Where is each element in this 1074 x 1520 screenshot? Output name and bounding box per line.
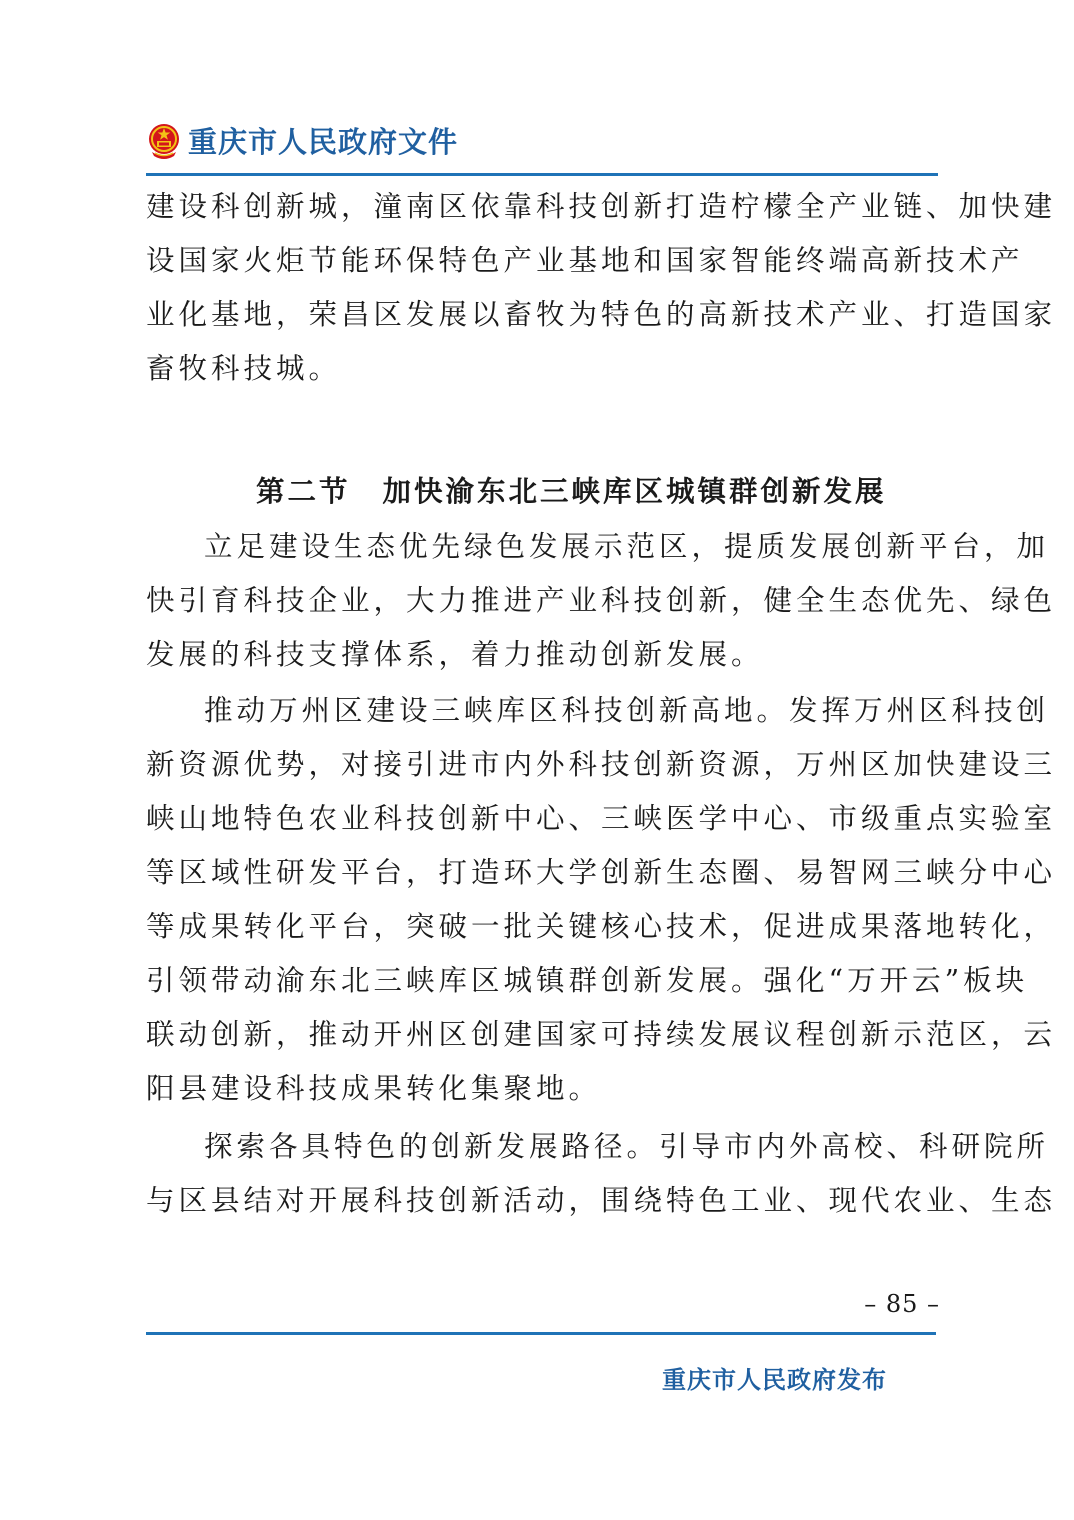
text-line: 畜牧科技城。	[146, 352, 342, 385]
footer-publisher: 重庆市人民政府发布	[662, 1366, 887, 1394]
text-line: 业化基地，荣昌区发展以畜牧为特色的高新技术产业、打造国家	[146, 298, 1057, 331]
text-line: 等区域性研发平台，打造环大学创新生态圈、易智网三峡分中心	[146, 856, 1057, 889]
section-number: 第二节	[256, 474, 351, 508]
text-line: 峡山地特色农业科技创新中心、三峡医学中心、市级重点实验室	[146, 802, 1057, 835]
paragraph-3	[146, 684, 1057, 1116]
text-line: 快引育科技企业，大力推进产业科技创新，健全生态优先、绿色	[146, 584, 1057, 617]
paragraph-4	[146, 1120, 1057, 1228]
page-number: – 85 –	[864, 1290, 940, 1318]
paragraph-2	[146, 520, 1057, 682]
header-title: 重庆市人民政府文件	[188, 125, 459, 159]
section-heading	[256, 466, 887, 516]
paragraph-1	[146, 180, 1057, 396]
text-line: 新资源优势，对接引进市内外科技创新资源，万州区加快建设三	[146, 748, 1057, 781]
text-line: 发展的科技支撑体系，着力推动创新发展。	[146, 638, 764, 671]
text-line: 探索各具特色的创新发展路径。引导市内外高校、科研院所	[204, 1130, 1050, 1163]
footer-divider	[146, 1332, 936, 1335]
text-line: 建设科创新城，潼南区依靠科技创新打造柠檬全产业链、加快建	[146, 190, 1057, 223]
text-line: 设国家火炬节能环保特色产业基地和国家智能终端高新技术产	[146, 244, 1024, 277]
text-line: 联动创新，推动开州区创建国家可持续发展议程创新示范区，云	[146, 1018, 1057, 1051]
national-emblem-icon	[146, 122, 182, 160]
text-line: 立足建设生态优先绿色发展示范区，提质发展创新平台，加	[204, 530, 1050, 563]
text-line: 推动万州区建设三峡库区科技创新高地。发挥万州区科技创	[204, 694, 1050, 727]
document-header	[146, 118, 938, 178]
text-line: 阳县建设科技成果转化集聚地。	[146, 1072, 602, 1105]
header-divider	[146, 173, 938, 176]
text-line: 引领带动渝东北三峡库区城镇群创新发展。强化“万开云”板块	[146, 964, 1029, 997]
section-title: 加快渝东北三峡库区城镇群创新发展	[382, 474, 887, 508]
text-line: 与区县结对开展科技创新活动，围绕特色工业、现代农业、生态	[146, 1184, 1057, 1217]
text-line: 等成果转化平台，突破一批关键核心技术，促进成果落地转化，	[146, 910, 1057, 943]
